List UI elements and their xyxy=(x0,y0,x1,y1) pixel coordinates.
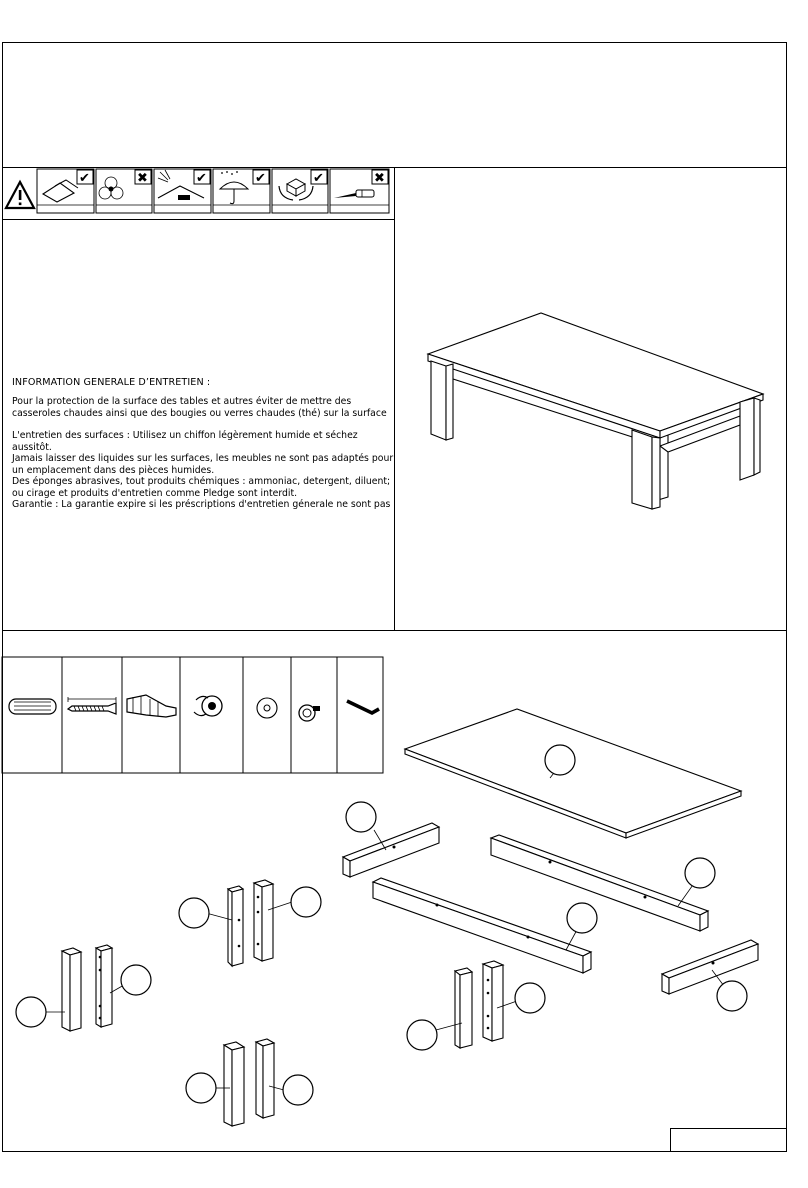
care-icon-cloth xyxy=(37,169,94,213)
maintenance-line-cleaning: L'entretien des surfaces : Utilisez un chiffon légèrement humide et séchez aussitôt. xyxy=(12,430,358,453)
warning-triangle-icon xyxy=(6,182,34,208)
part-callout-circle xyxy=(515,983,545,1013)
check-mark-icon: ✔ xyxy=(313,171,324,186)
allen-key-icon xyxy=(347,701,379,713)
hardware-table xyxy=(2,657,383,773)
cam-cap-icon xyxy=(257,698,277,718)
wall-plug-icon xyxy=(127,695,176,717)
part-callout-circle xyxy=(283,1075,313,1105)
wooden-dowel-icon xyxy=(9,699,56,714)
part-callout-circle xyxy=(16,997,46,1027)
care-icon-handle-with-care xyxy=(272,169,328,213)
cross-mark-icon: ✖ xyxy=(137,171,148,186)
care-icon-sunlight xyxy=(154,169,211,213)
maintenance-line-liquids: Jamais laisser des liquides sur les surfaces, les meubles ne sont pas adaptés pour un emplacement dans des pièces humides. xyxy=(12,453,394,476)
part-callout-circle xyxy=(121,965,151,995)
furniture-knob-icon xyxy=(299,705,320,721)
cam-lock-icon xyxy=(194,696,222,716)
part-callout-circle xyxy=(407,1020,437,1050)
care-icon-humidity xyxy=(213,169,270,213)
maintenance-title: INFORMATION GENERALE D’ENTRETIEN : xyxy=(12,377,211,388)
long-rail-front xyxy=(373,878,597,973)
maintenance-paragraph-protection: Pour la protection de la surface des tables et autres éviter de mettre des casseroles chaudes ainsi que des bougies ou verres chaudes (thé) sur la surface xyxy=(12,396,387,419)
part-callout-circle xyxy=(291,887,321,917)
part-callout-circle xyxy=(567,903,597,933)
maintenance-line-chemicals: Des éponges abrasives, tout produits chémiques : ammoniac, detergent, diluent; ou cirage et produits d'entretien comme Pledge sont interdit. xyxy=(12,476,391,499)
cross-mark-icon: ✖ xyxy=(374,171,385,186)
check-mark-icon: ✔ xyxy=(79,171,90,186)
part-callout-circle xyxy=(186,1073,216,1103)
assembled-table-drawing xyxy=(428,313,763,509)
wood-screw-icon xyxy=(68,697,116,714)
maintenance-line-warranty: Garantie : La garantie expire si les préscriptions d'entretien génerale ne sont pas xyxy=(12,499,391,510)
part-callout-circle xyxy=(545,745,575,775)
part-callout-circle xyxy=(346,802,376,832)
care-icon-sharp-tool xyxy=(330,169,389,213)
long-rail-back xyxy=(491,835,715,931)
part-callout-circle xyxy=(685,858,715,888)
leg-pair-upper xyxy=(179,880,321,966)
leg-pair-lower-middle xyxy=(186,1039,313,1126)
table-top-panel xyxy=(405,709,741,838)
leg-pair-lower-right xyxy=(407,961,545,1050)
leg-pair-lower-left xyxy=(16,945,151,1031)
part-callout-circle xyxy=(179,898,209,928)
part-callout-circle xyxy=(717,981,747,1011)
check-mark-icon: ✔ xyxy=(255,171,266,186)
short-rail-left xyxy=(343,802,439,877)
check-mark-icon: ✔ xyxy=(196,171,207,186)
care-icon-chemical xyxy=(96,169,152,213)
short-rail-right xyxy=(662,940,758,1011)
